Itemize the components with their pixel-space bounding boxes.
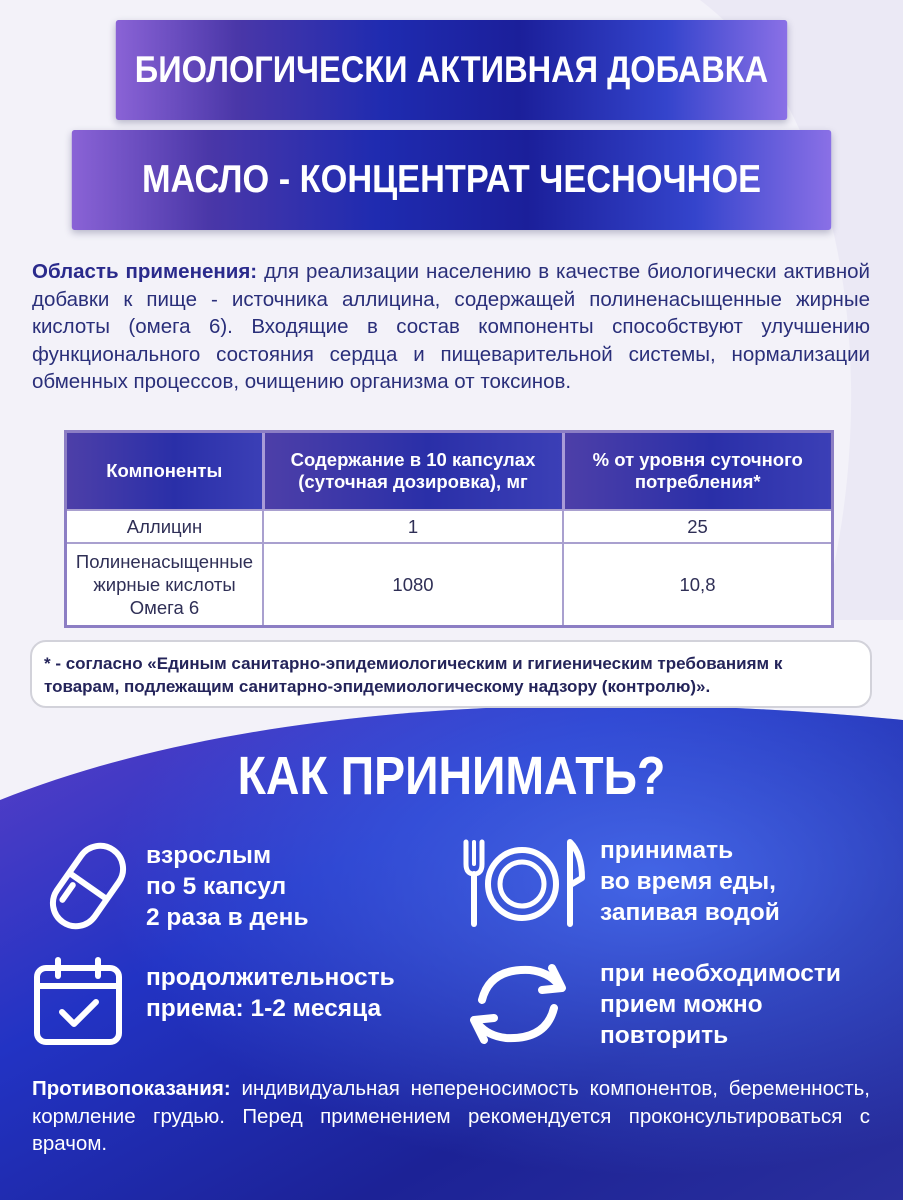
contraindications-text: индивидуальная непереносимость компонентов, беременность, кормление грудью. Перед применением рекомендуется проконсультироваться с врачом. xyxy=(32,1077,870,1155)
table-cell-content: 1 xyxy=(263,510,563,543)
repeat-arrows-icon xyxy=(460,958,576,1050)
table-cell-percent: 25 xyxy=(563,510,831,543)
composition-table xyxy=(64,430,834,628)
footnote-box xyxy=(30,640,872,708)
column-header-percent: % от уровня суточного потребления* xyxy=(563,433,831,510)
title-line-2: МАСЛО - КОНЦЕНТРАТ ЧЕСНОЧНОЕ xyxy=(141,158,762,201)
column-header-components: Компоненты xyxy=(67,433,263,510)
table-cell-percent: 10,8 xyxy=(563,543,831,625)
column-header-content: Содержание в 10 капсулах (суточная дозировка), мг xyxy=(263,433,563,510)
table-row xyxy=(67,543,831,625)
footnote-text: * - согласно «Единым санитарно-эпидемиологическим и гигиеническим требованиям к товарам, подлежащим санитарно-эпидемиологическому надзору (контролю)». xyxy=(44,654,783,696)
contraindications-paragraph xyxy=(32,1075,870,1158)
repeat-text: при необходимости прием можно повторить xyxy=(600,960,841,1049)
table-header-row xyxy=(67,433,831,510)
table-cell-component: Аллицин xyxy=(67,510,263,543)
usage-label: Область применения: xyxy=(32,260,258,283)
title-line-1: БИОЛОГИЧЕСКИ АКТИВНАЯ ДОБАВКА xyxy=(134,49,769,90)
table-cell-content: 1080 xyxy=(263,543,563,625)
title-banner-supplement xyxy=(116,20,787,120)
title-banner-product xyxy=(72,130,831,230)
calendar-check-icon xyxy=(32,956,124,1048)
table-cell-component: Полиненасыщенные жирные кислоты Омега 6 xyxy=(67,543,263,625)
plate-cutlery-icon xyxy=(458,834,586,930)
meal-instruction-text: принимать во время еды, запивая водой xyxy=(600,837,780,926)
duration-text: продолжительность приема: 1-2 месяца xyxy=(146,964,395,1022)
usage-text: для реализации населению в качестве биологически активной добавки к пище - источника аллицина, содержащей полиненасыщенные жирные кислоты (омега 6). Входящие в состав компоненты способствуют улучшению функционального состояния сердца и пищеварительной системы, нормализации обменных процессов, очищению организма от токсинов. xyxy=(32,260,870,393)
table-row xyxy=(67,510,831,543)
capsule-icon xyxy=(48,836,128,936)
dosage-text: взрослым по 5 капсул 2 раза в день xyxy=(146,842,309,931)
usage-paragraph xyxy=(32,258,870,396)
how-to-take-heading: КАК ПРИНИМАТЬ? xyxy=(237,746,666,806)
contraindications-label: Противопоказания: xyxy=(32,1077,231,1100)
